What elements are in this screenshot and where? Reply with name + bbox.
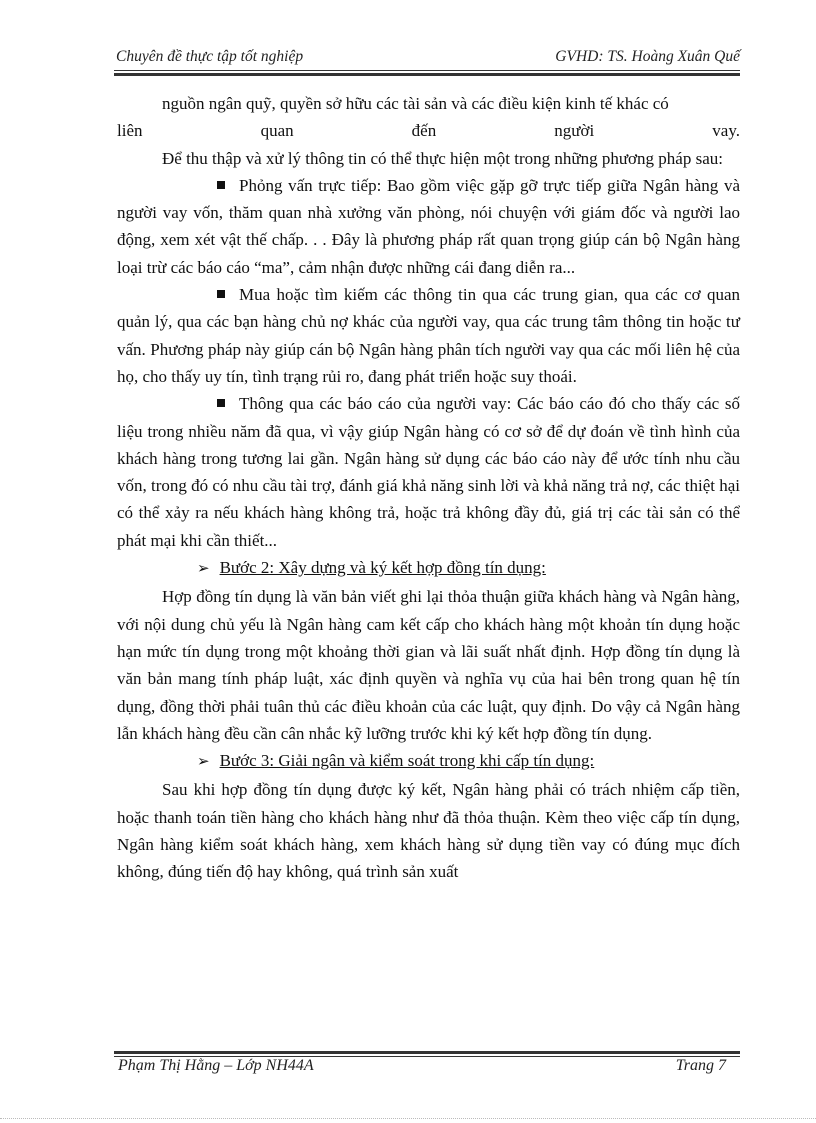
bullet-text: Thông qua các báo cáo của người vay: Các báo cáo đó cho thấy các số liệu trong nhiều năm đã qua, vì vậy giúp Ngân hàng có cơ sở để dự đoán về tình hình của khách hàng trong tương lai gần. Ngân hàng sử dụng các báo cáo này để ước tính nhu cầu vốn, trong đó có nhu cầu tài trợ, đánh giá khả năng sinh lời và khả năng trả nợ, các thiệt hại có thể xảy ra nếu khách hàng không trả, hoặc trả không đầy đủ, giá trị các tài sản có thể phát mại khi cần thiết... xyxy=(117,394,740,550)
document-body xyxy=(117,90,740,886)
paragraph-step-2: Hợp đồng tín dụng là văn bản viết ghi lại thỏa thuận giữa khách hàng và Ngân hàng, với nội dung chủ yếu là Ngân hàng cam kết cấp cho khách hàng một khoản tín dụng hoặc hạn mức tín dụng trong một khoảng thời gian và lãi suất nhất định. Hợp đồng tín dụng là văn bản mang tính pháp luật, xác định quyền và nghĩa vụ của hai bên trong quan hệ tín dụng, đồng thời phải tuân thủ các điều khoản của các luật, quy định. Do vậy cả Ngân hàng lẫn khách hàng đều cần cân nhắc kỹ lưỡng trước khi ký kết hợp đồng tín dụng. xyxy=(117,587,740,743)
square-bullet-icon xyxy=(217,399,225,407)
paragraph-methods: Để thu thập và xử lý thông tin có thể thực hiện một trong những phương pháp sau: xyxy=(162,148,723,168)
header-title: Chuyên đề thực tập tốt nghiệp xyxy=(116,48,304,65)
footer-author: Phạm Thị Hằng – Lớp NH44A xyxy=(118,1057,314,1074)
bullet-text: Mua hoặc tìm kiếm các thông tin qua các trung gian, qua các cơ quan quản lý, qua các bạn hàng chủ nợ khác của người vay, qua các trung tâm thông tin hoặc tư vấn. Phương pháp này giúp cán bộ Ngân hàng phân tích người vay qua các mối liên hệ của họ, cho thấy uy tín, tình trạng rủi ro, đang phát triển hoặc suy thoái. xyxy=(117,285,740,386)
page-header xyxy=(114,48,740,70)
list-item xyxy=(117,172,740,281)
paragraph-intro-line2: liên quan đến người vay. xyxy=(117,121,740,141)
list-item xyxy=(117,281,740,390)
paragraph-step-3: Sau khi hợp đồng tín dụng được ký kết, Ngân hàng phải có trách nhiệm cấp tiền, hoặc thanh toán tiền hàng cho khách hàng như đã thỏa thuận. Kèm theo việc cấp tín dụng, Ngân hàng kiểm soát khách hàng, xem khách hàng sử dụng tiền vay có đúng mục đích không, đúng tiến độ hay không, quá trình sản xuất xyxy=(117,780,740,882)
step-2-heading xyxy=(117,554,740,583)
arrow-bullet-icon: ➢ xyxy=(197,754,210,771)
page-edge xyxy=(0,1118,816,1119)
header-rule xyxy=(114,70,740,76)
step-3-title: Bước 3: Giải ngân và kiểm soát trong khi cấp tín dụng: xyxy=(219,751,595,771)
header-advisor: GVHD: TS. Hoàng Xuân Quế xyxy=(555,48,740,65)
bullet-text: Phỏng vấn trực tiếp: Bao gồm việc gặp gỡ trực tiếp giữa Ngân hàng và người vay vốn, thăm quan nhà xưởng văn phòng, nói chuyện với giám đốc và người lao động, xem xét vật thế chấp. . . Đây là phương pháp rất quan trọng giúp cán bộ Ngân hàng loại trừ các báo cáo “ma”, cảm nhận được những cái đang diễn ra... xyxy=(117,175,740,277)
page-number: Trang 7 xyxy=(675,1057,726,1074)
arrow-bullet-icon: ➢ xyxy=(197,561,210,578)
step-2-title: Bước 2: Xây dựng và ký kết hợp đồng tín dụng: xyxy=(219,558,546,578)
square-bullet-icon xyxy=(217,290,225,298)
step-3-heading xyxy=(117,747,740,776)
paragraph-intro-line1: nguồn ngân quỹ, quyền sở hữu các tài sản và các điều kiện kinh tế khác có xyxy=(162,94,669,113)
list-item xyxy=(117,390,740,554)
square-bullet-icon xyxy=(217,181,225,189)
